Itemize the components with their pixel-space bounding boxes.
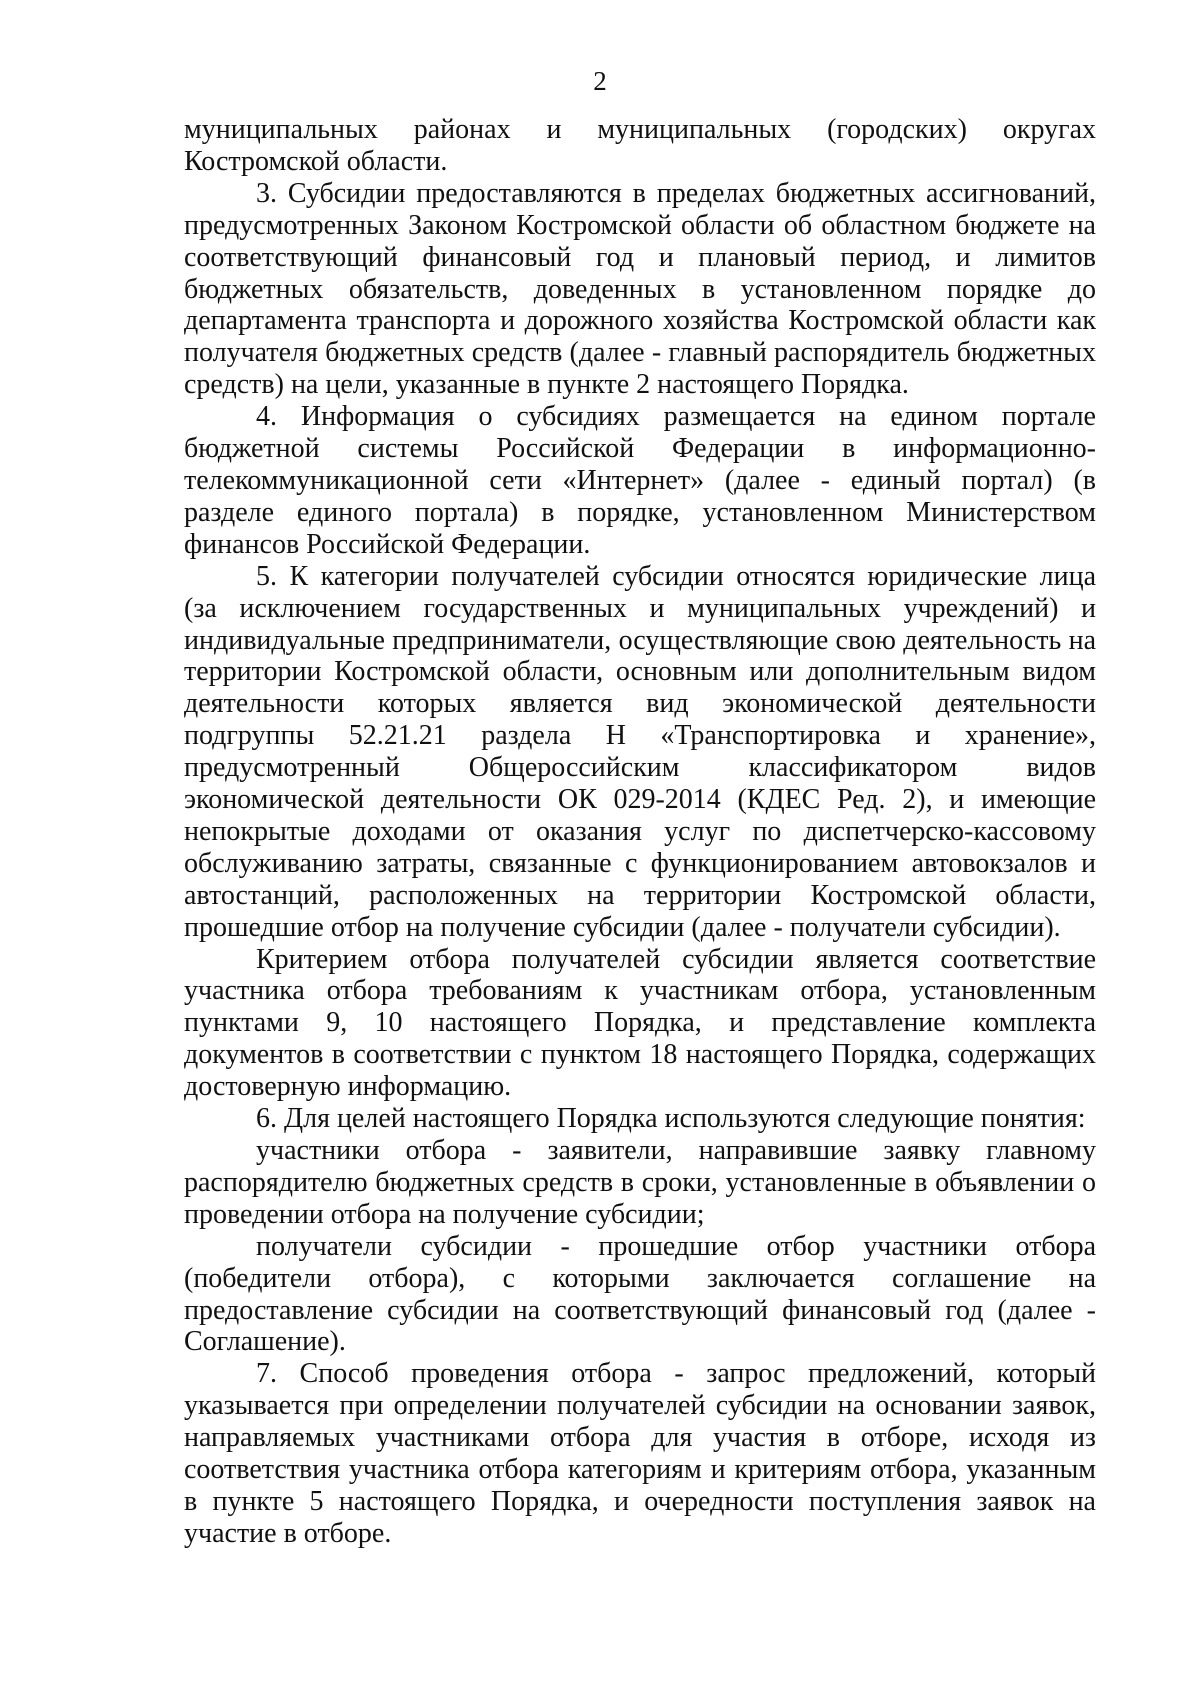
paragraph-definition-recipients: получатели субсидии - прошедшие отбор участники отбора (победители отбора), с которыми заключается соглашение на предоставление субсидии на соответствующий финансовый год (далее - Соглашение). xyxy=(184,1230,1096,1358)
paragraph-item-4: 4. Информация о субсидиях размещается на едином портале бюджетной системы Российской Федерации в информационно-телекоммуникационной сети «Интернет» (далее - единый портал) (в разделе единого портала) в порядке, установленном Министерством финансов Российской Федерации. xyxy=(184,401,1096,560)
paragraph-item-5: 5. К категории получателей субсидии относятся юридические лица (за исключением государственных и муниципальных учреждений) и индивидуальные предприниматели, осуществляющие свою деятельность на территории Костромской области, основным или дополнительным видом деятельности которых является вид экономической деятельности подгруппы 52.21.21 раздела Н «Транспортировка и хранение», предусмотренный Общероссийским классификатором видов экономической деятельности ОК 029-2014 (КДЕС Ред. 2), и имеющие непокрытые доходами от оказания услуг по диспетчерско-кассовому обслуживанию затраты, связанные с функционированием автовокзалов и автостанций, расположенных на территории Костромской области, прошедшие отбор на получение субсидии (далее - получатели субсидии). xyxy=(184,560,1096,943)
paragraph-definition-participants: участники отбора - заявители, направившие заявку главному распорядителю бюджетных средств в сроки, установленные в объявлении о проведении отбора на получение субсидии; xyxy=(184,1135,1096,1230)
document-body xyxy=(184,114,1096,1550)
page-number: 2 xyxy=(593,66,607,96)
paragraph-item-6: 6. Для целей настоящего Порядка используются следующие понятия: xyxy=(256,1103,1086,1135)
paragraph-selection-criterion: Критерием отбора получателей субсидии является соответствие участника отбора требованиям к участникам отбора, установленным пунктами 9, 10 настоящего Порядка, и представление комплекта документов в соответствии с пунктом 18 настоящего Порядка, содержащих достоверную информацию. xyxy=(184,943,1096,1103)
paragraph-continuation: муниципальных районах и муниципальных (городских) округах Костромской области. xyxy=(184,114,1096,177)
paragraph-item-7: 7. Способ проведения отбора - запрос предложений, который указывается при определении получателей субсидии на основании заявок, направляемых участниками отбора для участия в отборе, исходя из соответствия участника отбора категориям и критериям отбора, указанным в пункте 5 настоящего Порядка, и очередности поступления заявок на участие в отборе. xyxy=(184,1358,1096,1549)
paragraph-item-3: 3. Субсидии предоставляются в пределах бюджетных ассигнований, предусмотренных Законом Костромской области об областном бюджете на соответствующий финансовый год и плановый период, и лимитов бюджетных обязательств, доведенных в установленном порядке до департамента транспорта и дорожного хозяйства Костромской области как получателя бюджетных средств (далее - главный распорядитель бюджетных средств) на цели, указанные в пункте 2 настоящего Порядка. xyxy=(184,177,1096,401)
